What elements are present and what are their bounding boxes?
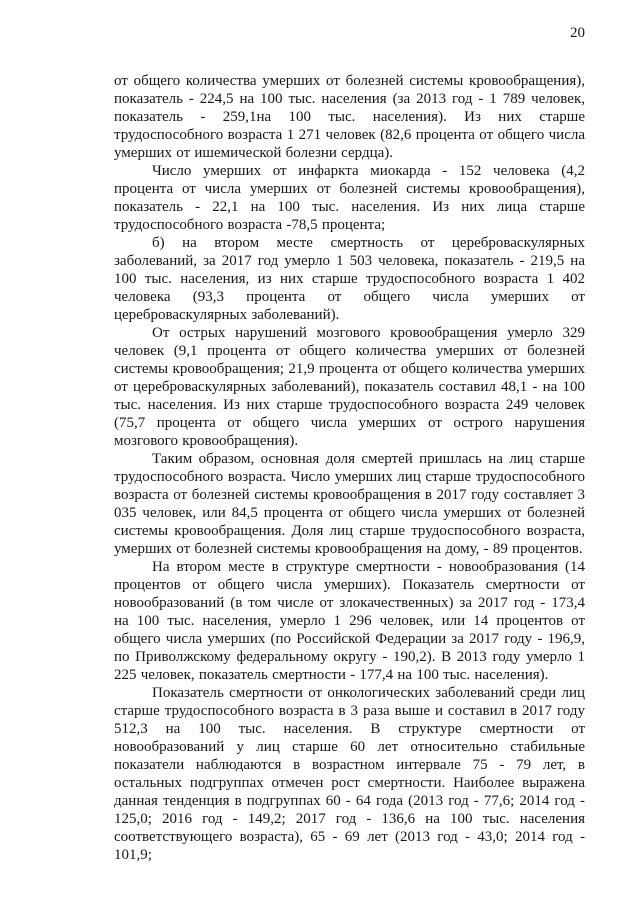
paragraph: Таким образом, основная доля смертей пришлась на лиц старше трудоспособного возраста. Число умерших лиц старше трудоспособного возраста от болезней системы кровообращения в 2017 году составляет 3 035 человек, или 84,5 процента от общего числа умерших от болезней системы кровообращения. Доля лиц старше трудоспособного возраста, умерших от болезней системы кровообращения на дому, - 89 процентов. (114, 451, 585, 557)
page-number: 20 (570, 25, 585, 41)
paragraph: На втором месте в структуре смертности - новообразования (14 процентов от общего числа умерших). Показатель смертности от новообразований (в том числе от злокачественных) за 2017 год - 173,4 на 100 тыс. населения, умерло 1 296 человек, или 14 процентов от общего числа умерших (по Российской Федерации за 2017 году - 196,9, по Приволжскому федеральному округу - 190,2). В 2013 году умерло 1 225 человек, показатель смертности - 177,4 на 100 тыс. населения). (114, 559, 585, 683)
document-body (114, 72, 585, 864)
paragraph-continuation: от общего количества умерших от болезней системы кровообращения), показатель - 224,5 на 100 тыс. населения (за 2013 год - 1 789 человек, показатель - 259,1на 100 тыс. населения). Из них старше трудоспособного возраста 1 271 человек (82,6 процента от общего числа умерших от ишемической болезни сердца). (114, 73, 585, 161)
paragraph: Показатель смертности от онкологических заболеваний среди лиц старше трудоспособного возраста в 3 раза выше и составил в 2017 году 512,3 на 100 тыс. населения. В структуре смертности от новообразований у лиц старше 60 лет относительно стабильные показатели наблюдаются в возрастном интервале 75 - 79 лет, в остальных подгруппах отмечен рост смертности. Наиболее выражена данная тенденция в подгруппах 60 - 64 года (2013 год - 77,6; 2014 год - 125,0; 2016 год - 149,2; 2017 год - 136,6 на 100 тыс. населения соответствующего возраста), 65 - 69 лет (2013 год - 43,0; 2014 год - 101,9; (114, 685, 585, 863)
paragraph: б) на втором месте смертность от цереброваскулярных заболеваний, за 2017 год умерло 1 503 человека, показатель - 219,5 на 100 тыс. населения, из них старше трудоспособного возраста 1 402 человека (93,3 процента от общего числа умерших от цереброваскулярных заболеваний). (114, 235, 585, 323)
paragraph: Число умерших от инфаркта миокарда - 152 человека (4,2 процента от числа умерших от болезней системы кровообращения), показатель - 22,1 на 100 тыс. населения. Из них лица старше трудоспособного возраста -78,5 процента; (114, 163, 585, 233)
paragraph: От острых нарушений мозгового кровообращения умерло 329 человек (9,1 процента от общего количества умерших от болезней системы кровообращения; 21,9 процента от общего количества умерших от цереброваскулярных заболеваний), показатель составил 48,1 - на 100 тыс. населения. Из них старше трудоспособного возраста 249 человек (75,7 процента от общего числа умерших от острого нарушения мозгового кровообращения). (114, 325, 585, 449)
